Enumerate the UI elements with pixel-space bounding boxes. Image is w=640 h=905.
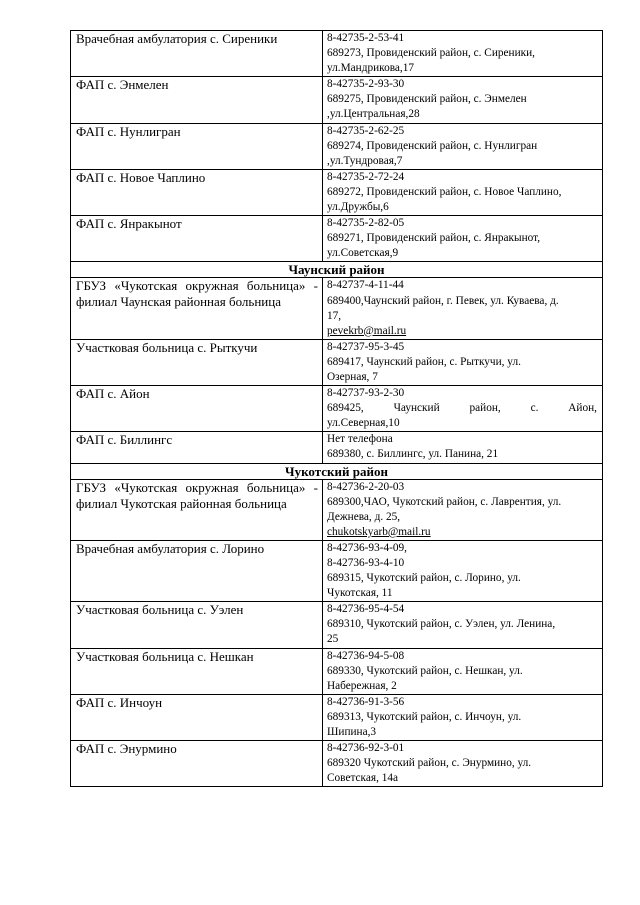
facility-row — [70, 649, 603, 695]
contact-line: 689310, Чукотский район, с. Уэлен, ул. Ленина, — [327, 618, 556, 631]
contact-line: ,ул.Тундровая,7 — [327, 154, 403, 167]
facility-contacts — [323, 649, 602, 694]
facility-contacts — [323, 124, 602, 169]
contact-line: 689274, Провиденский район, с. Нунлигран — [327, 139, 538, 152]
facility-name: ФАП с. Биллингс — [71, 432, 323, 462]
facility-contacts — [323, 432, 602, 462]
facility-contacts — [323, 741, 602, 786]
contact-line: 689271, Провиденский район, с. Янракынот, — [327, 232, 541, 245]
facility-name: ГБУЗ «Чукотская окружная больница» - филиал Чаунская районная больница — [71, 278, 323, 338]
facility-contacts — [323, 216, 602, 261]
facility-row — [70, 386, 603, 432]
facility-name: Участковая больница с. Рыткучи — [71, 340, 323, 385]
facility-row — [70, 124, 603, 170]
contact-line: 689320 Чукотский район, с. Энурмино, ул. — [327, 757, 532, 770]
contact-line: Озерная, 7 — [327, 370, 378, 383]
facilities-table — [70, 30, 603, 787]
contact-line: ул.Северная,10 — [327, 417, 400, 430]
facility-name: Врачебная амбулатория с. Сиреники — [71, 31, 323, 76]
facility-contacts — [323, 278, 602, 338]
contact-line: 689380, с. Биллингс, ул. Панина, 21 — [327, 448, 499, 461]
contact-line: Советская, 14а — [327, 772, 399, 785]
contact-line: 689273, Провиденский район, с. Сиреники, — [327, 47, 536, 60]
facility-contacts — [323, 480, 602, 540]
contact-line: 689417, Чаунский район, с. Рыткучи, ул. — [327, 355, 521, 368]
contact-line: 25 — [327, 633, 339, 646]
facility-name: ФАП с. Инчоун — [71, 695, 323, 740]
facility-name: ФАП с. Энмелен — [71, 77, 323, 122]
facility-contacts — [323, 340, 602, 385]
facility-name: ФАП с. Нунлигран — [71, 124, 323, 169]
contact-line: 689425, Чаунский район, с. Айон, — [327, 402, 597, 415]
facility-contacts — [323, 386, 602, 431]
contact-line: 8-42736-93-4-10 — [327, 557, 405, 569]
contact-line: ул.Дружбы,6 — [327, 201, 389, 214]
contact-line: 8-42736-93-4-09, — [327, 541, 408, 554]
facility-row — [70, 480, 603, 541]
facility-row — [70, 340, 603, 386]
contact-line: 8-42735-2-62-25 — [327, 124, 405, 137]
contact-line: ул.Мандрикова,17 — [327, 62, 415, 75]
contact-line: 689300,ЧАО, Чукотский район, с. Лаврентия, ул. — [327, 495, 562, 508]
facility-name: ГБУЗ «Чукотская окружная больница» - филиал Чукотская районная больница — [71, 480, 323, 540]
facility-contacts — [323, 695, 602, 740]
district-heading: Чаунский район — [70, 262, 603, 278]
contact-line: ул.Советская,9 — [327, 247, 399, 260]
facility-row — [70, 170, 603, 216]
contact-line: ,ул.Центральная,28 — [327, 108, 420, 121]
email-link[interactable]: chukotskyarb@mail.ru — [327, 525, 431, 538]
contact-line: 8-42736-92-3-01 — [327, 742, 405, 755]
contact-line: 689272, Провиденский район, с. Новое Чаплино, — [327, 185, 562, 198]
facility-name: ФАП с. Энурмино — [71, 741, 323, 786]
facility-contacts — [323, 31, 602, 76]
facility-name: ФАП с. Новое Чаплино — [71, 170, 323, 215]
facility-row — [70, 741, 603, 787]
contact-line: 689275, Провиденский район, с. Энмелен — [327, 93, 527, 106]
facility-row — [70, 695, 603, 741]
facility-row — [70, 77, 603, 123]
contact-line: 8-42736-91-3-56 — [327, 695, 405, 708]
facility-row — [70, 432, 603, 463]
contact-line: 17, — [327, 309, 342, 322]
contact-line: 8-42737-93-2-30 — [327, 387, 405, 400]
contact-line: 689330, Чукотский район, с. Нешкан, ул. — [327, 664, 523, 677]
contact-line: 8-42735-2-72-24 — [327, 170, 405, 183]
facility-row — [70, 602, 603, 648]
email-link[interactable]: pevekrb@mail.ru — [327, 324, 407, 337]
contact-line: 689313, Чукотский район, с. Инчоун, ул. — [327, 710, 522, 723]
facility-contacts — [323, 170, 602, 215]
facility-row — [70, 541, 603, 602]
facility-name: ФАП с. Айон — [71, 386, 323, 431]
contact-line: Дежнева, д. 25, — [327, 510, 401, 523]
contact-line: 8-42736-95-4-54 — [327, 603, 405, 616]
facility-contacts — [323, 77, 602, 122]
contact-line: 689315, Чукотский район, с. Лорино, ул. — [327, 572, 521, 585]
contact-line: 8-42735-2-53-41 — [327, 32, 405, 44]
contact-line: 8-42735-2-82-05 — [327, 217, 405, 230]
facility-row — [70, 31, 603, 77]
facility-contacts — [323, 602, 602, 647]
contact-line: Чукотская, 11 — [327, 587, 393, 600]
facility-name: Врачебная амбулатория с. Лорино — [71, 541, 323, 601]
contact-line: 8-42737-95-3-45 — [327, 340, 405, 353]
facility-name: ФАП с. Янракынот — [71, 216, 323, 261]
contact-line: 689400,Чаунский район, г. Певек, ул. Куваева, д. — [327, 294, 559, 307]
contact-line: 8-42736-94-5-08 — [327, 649, 405, 662]
contact-line: Шипина,3 — [327, 726, 377, 739]
contact-line: 8-42737-4-11-44 — [327, 279, 404, 292]
contact-line: Набережная, 2 — [327, 679, 397, 692]
contact-line: 8-42736-2-20-03 — [327, 480, 405, 493]
facility-row — [70, 278, 603, 339]
contact-line: 8-42735-2-93-30 — [327, 78, 405, 91]
contact-line: Нет телефона — [327, 433, 393, 446]
facility-name: Участковая больница с. Нешкан — [71, 649, 323, 694]
facility-row — [70, 216, 603, 262]
facility-contacts — [323, 541, 602, 601]
district-heading: Чукотский район — [70, 464, 603, 480]
facility-name: Участковая больница с. Уэлен — [71, 602, 323, 647]
